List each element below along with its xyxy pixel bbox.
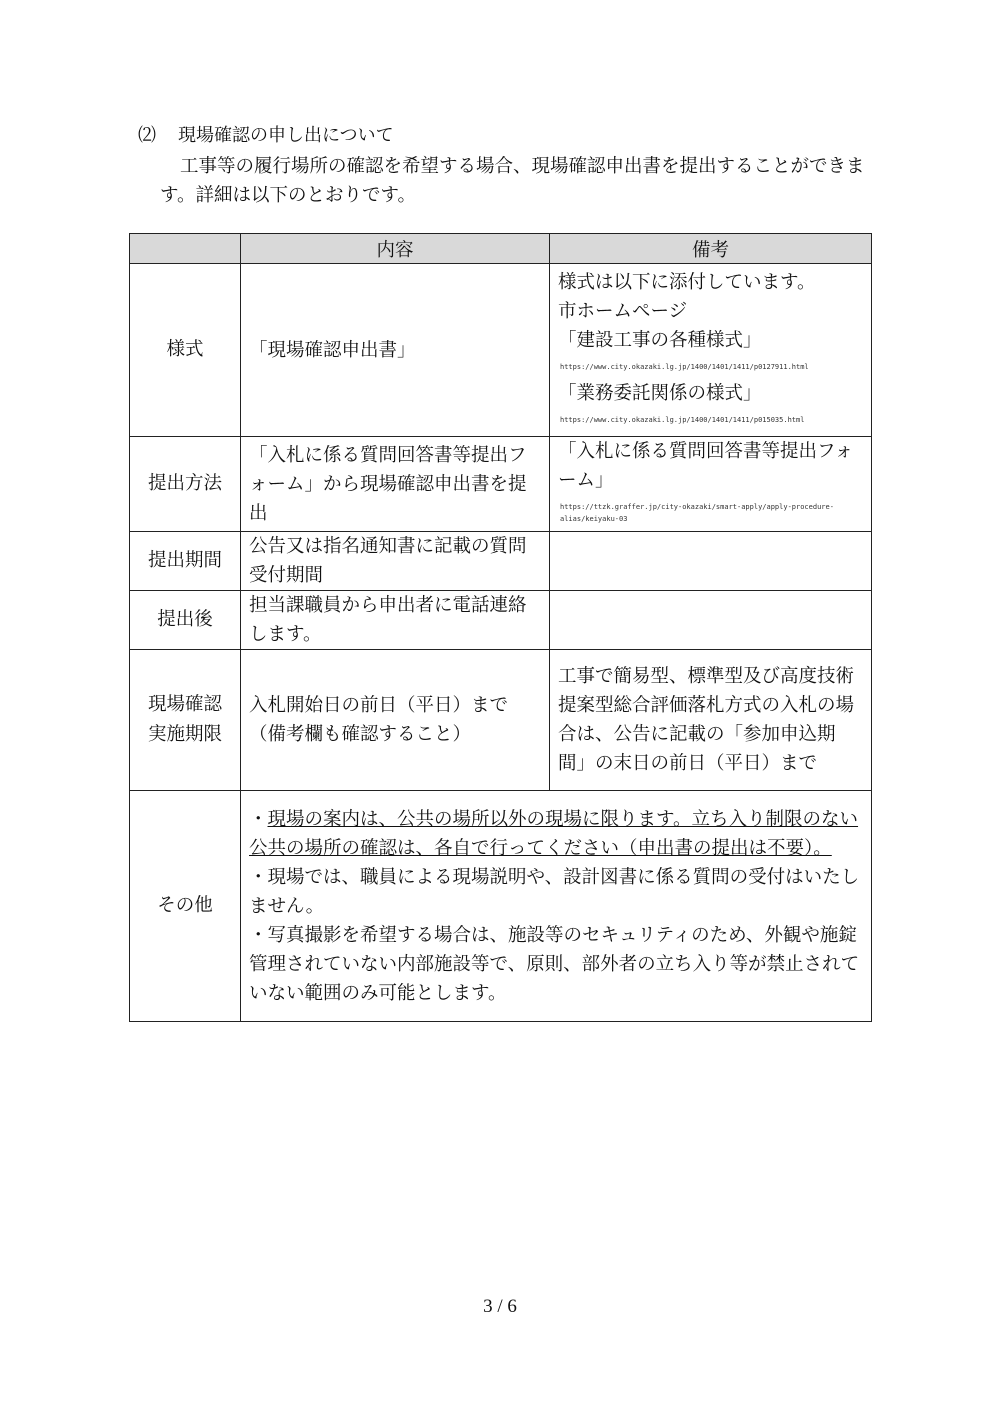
row-note (550, 264, 872, 437)
note-line: 様式は以下に添付しています。 (558, 272, 816, 293)
row-label: 様式 (130, 264, 241, 437)
content-line: （備考欄も確認すること） (249, 724, 472, 745)
row-label: その他 (130, 791, 241, 1022)
row-content (241, 650, 550, 791)
note-line: 「入札に係る質問回答書等提出フォーム」 (558, 441, 854, 491)
note-line: 「建設工事の各種様式」 (558, 330, 762, 351)
info-table (129, 233, 872, 1022)
note-line: 「業務委託関係の様式」 (558, 383, 762, 404)
table-row-after (130, 591, 872, 650)
row-content (241, 791, 872, 1022)
row-content: 公告又は指名通知書に記載の質問受付期間 (241, 532, 550, 591)
content-line: 入札開始日の前日（平日）まで (249, 695, 509, 716)
header-notes: 備考 (550, 234, 872, 264)
row-label (130, 650, 241, 791)
row-content: 「現場確認申出書」 (241, 264, 550, 437)
row-content: 「入札に係る質問回答書等提出フォーム」から現場確認申出書を提出 (241, 437, 550, 532)
section-number: ⑵ (138, 125, 156, 146)
header-blank (130, 234, 241, 264)
row-note (550, 437, 872, 532)
table-row-other (130, 791, 872, 1022)
table-row-period (130, 532, 872, 591)
underlined-text: 現場の案内は、公共の場所以外の現場に限ります。立ち入り制限のない公共の場所の確認は、各自で行ってください（申出書の提出は不要）。 (249, 808, 859, 859)
row-content: 担当課職員から申出者に電話連絡します。 (241, 591, 550, 650)
intro-paragraph: 工事等の履行場所の確認を希望する場合、現場確認申出書を提出することができます。詳細は以下のとおりです。 (160, 156, 865, 206)
other-paragraph: ・現場の案内は、公共の場所以外の現場に限ります。立ち入り制限のない公共の場所の確認は、各自で行ってください（申出書の提出は不要）。 (249, 808, 859, 859)
table-row-deadline (130, 650, 872, 791)
row-note (550, 591, 872, 650)
label-line: 現場確認 (147, 694, 222, 715)
other-paragraph: ・写真撮影を希望する場合は、施設等のセキュリティのため、外観や施錠管理されていない内部施設等で、原則、部外者の立ち入り等が禁止されていない範囲のみ可能とします。 (249, 924, 860, 1004)
table-row-method (130, 437, 872, 532)
row-label: 提出期間 (130, 532, 241, 591)
url-link[interactable]: https://ttzk.graffer.jp/city-okazaki/smart-apply/apply-procedure-alias/keiyaku-03 (560, 503, 834, 523)
header-content: 内容 (241, 234, 550, 264)
table-header-row (130, 234, 872, 264)
label-line: 実施期限 (147, 724, 222, 745)
url-link[interactable]: https://www.city.okazaki.lg.jp/1400/1401/1411/p0127911.html (560, 363, 809, 371)
row-note: 工事で簡易型、標準型及び高度技術提案型総合評価落札方式の入札の場合は、公告に記載の「参加申込期間」の末日の前日（平日）まで (550, 650, 872, 791)
row-label: 提出方法 (130, 437, 241, 532)
section-title: 現場確認の申し出について (178, 125, 394, 146)
row-label: 提出後 (130, 591, 241, 650)
url-link[interactable]: https://www.city.okazaki.lg.jp/1400/1401/1411/p015035.html (560, 416, 805, 424)
section-heading (138, 124, 394, 148)
page-number: 3 / 6 (483, 1296, 517, 1317)
note-line: 市ホームページ (558, 301, 688, 322)
table-row-form (130, 264, 872, 437)
row-note (550, 532, 872, 591)
other-paragraph: ・現場では、職員による現場説明や、設計図書に係る質問の受付はいたしません。 (249, 866, 860, 917)
